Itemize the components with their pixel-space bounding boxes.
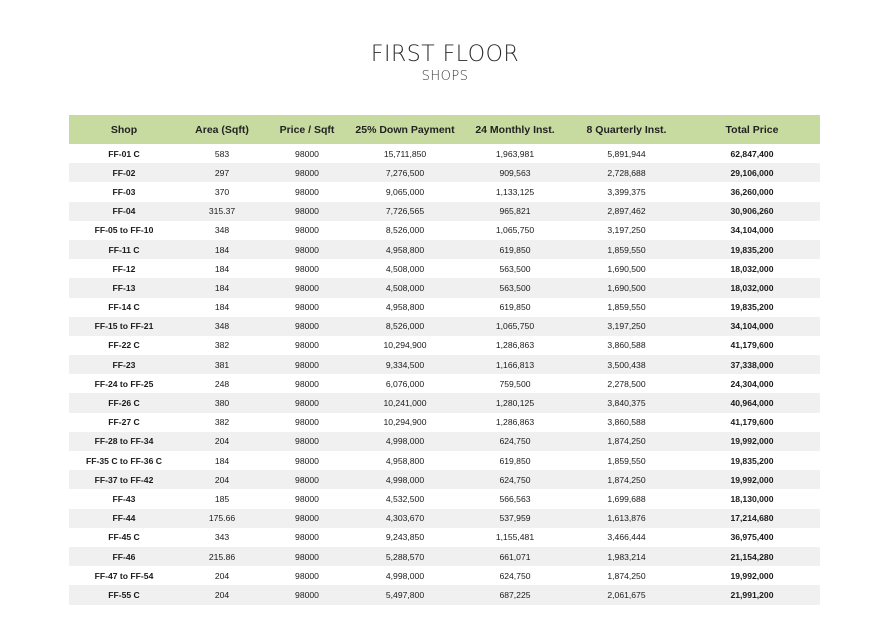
area-cell: 184 bbox=[214, 455, 230, 466]
quarterly-inst-cell: 3,500,438 bbox=[607, 359, 646, 370]
quarterly-inst-cell: 3,840,375 bbox=[607, 398, 646, 409]
monthly-inst-cell: 537,959 bbox=[499, 513, 531, 524]
total-price-cell: 34,104,000 bbox=[730, 321, 774, 332]
table-row bbox=[69, 489, 820, 508]
shop-cell: FF-05 to FF-10 bbox=[94, 225, 154, 236]
down-payment-cell: 9,243,850 bbox=[385, 532, 425, 543]
total-price-cell: 36,975,400 bbox=[730, 532, 774, 543]
quarterly-inst-cell: 1,690,500 bbox=[607, 282, 646, 293]
table-row bbox=[69, 278, 820, 297]
area-cell: 184 bbox=[214, 263, 230, 274]
price-per-sqft-cell: 98000 bbox=[295, 474, 319, 485]
total-price-cell: 19,992,000 bbox=[730, 436, 774, 447]
price-per-sqft-cell: 98000 bbox=[295, 148, 319, 159]
shop-cell: FF-28 to FF-34 bbox=[94, 436, 154, 447]
quarterly-inst-cell: 1,859,550 bbox=[607, 302, 646, 313]
page-title: FIRST FLOOR bbox=[370, 42, 520, 67]
total-price-cell: 41,179,600 bbox=[730, 417, 774, 428]
area-cell: 175.66 bbox=[208, 513, 236, 524]
monthly-inst-cell: 619,850 bbox=[499, 455, 531, 466]
monthly-inst-cell: 1,133,125 bbox=[495, 186, 535, 197]
total-price-cell: 18,032,000 bbox=[730, 282, 774, 293]
table-row bbox=[69, 144, 820, 163]
shop-cell: FF-12 bbox=[112, 263, 136, 274]
page-subtitle: SHOPS bbox=[421, 69, 469, 84]
area-cell: 348 bbox=[214, 225, 230, 236]
monthly-inst-cell: 1,065,750 bbox=[495, 225, 535, 236]
total-price-cell: 18,130,000 bbox=[730, 493, 774, 504]
shop-cell: FF-01 C bbox=[108, 148, 140, 159]
shop-cell: FF-44 bbox=[112, 513, 136, 524]
monthly-inst-cell: 624,750 bbox=[499, 436, 531, 447]
total-price-cell: 19,992,000 bbox=[730, 570, 774, 581]
monthly-inst-cell: 1,963,981 bbox=[495, 148, 535, 159]
down-payment-cell: 10,294,900 bbox=[383, 340, 427, 351]
total-price-cell: 40,964,000 bbox=[730, 398, 774, 409]
price-per-sqft-cell: 98000 bbox=[295, 359, 319, 370]
monthly-inst-cell: 687,225 bbox=[499, 589, 531, 600]
price-per-sqft-cell: 98000 bbox=[295, 589, 319, 600]
shop-cell: FF-27 C bbox=[108, 417, 140, 428]
quarterly-inst-cell: 1,874,250 bbox=[607, 474, 646, 485]
quarterly-inst-cell: 1,874,250 bbox=[607, 570, 646, 581]
area-cell: 343 bbox=[214, 532, 230, 543]
total-price-cell: 30,906,260 bbox=[730, 206, 774, 217]
table-row bbox=[69, 585, 820, 604]
monthly-inst-cell: 909,563 bbox=[499, 167, 531, 178]
column-header-monthly-inst: 24 Monthly Inst. bbox=[475, 123, 555, 136]
down-payment-cell: 4,958,800 bbox=[385, 455, 425, 466]
monthly-inst-cell: 624,750 bbox=[499, 474, 531, 485]
table-row bbox=[69, 413, 820, 432]
area-cell: 204 bbox=[214, 570, 230, 581]
table-row bbox=[69, 566, 820, 585]
table-row bbox=[69, 240, 820, 259]
price-per-sqft-cell: 98000 bbox=[295, 206, 319, 217]
shop-cell: FF-13 bbox=[112, 282, 136, 293]
down-payment-cell: 15,711,850 bbox=[383, 148, 427, 159]
column-header-price-per-sqft: Price / Sqft bbox=[279, 123, 335, 136]
price-per-sqft-cell: 98000 bbox=[295, 302, 319, 313]
total-price-cell: 41,179,600 bbox=[730, 340, 774, 351]
price-per-sqft-cell: 98000 bbox=[295, 225, 319, 236]
price-per-sqft-cell: 98000 bbox=[295, 551, 319, 562]
table-row bbox=[69, 451, 820, 470]
area-cell: 204 bbox=[214, 589, 230, 600]
price-per-sqft-cell: 98000 bbox=[295, 378, 319, 389]
shop-cell: FF-14 C bbox=[108, 302, 140, 313]
down-payment-cell: 8,526,000 bbox=[385, 321, 425, 332]
price-per-sqft-cell: 98000 bbox=[295, 167, 319, 178]
total-price-cell: 19,992,000 bbox=[730, 474, 774, 485]
down-payment-cell: 7,726,565 bbox=[385, 206, 425, 217]
down-payment-cell: 9,065,000 bbox=[385, 186, 425, 197]
shop-cell: FF-11 C bbox=[108, 244, 140, 255]
quarterly-inst-cell: 3,860,588 bbox=[607, 417, 646, 428]
table-row bbox=[69, 547, 820, 566]
price-per-sqft-cell: 98000 bbox=[295, 570, 319, 581]
area-cell: 348 bbox=[214, 321, 230, 332]
shop-cell: FF-26 C bbox=[108, 398, 140, 409]
shop-cell: FF-03 bbox=[112, 186, 136, 197]
area-cell: 380 bbox=[214, 398, 230, 409]
shop-cell: FF-15 to FF-21 bbox=[94, 321, 154, 332]
quarterly-inst-cell: 2,728,688 bbox=[607, 167, 646, 178]
down-payment-cell: 4,958,800 bbox=[385, 302, 425, 313]
total-price-cell: 62,847,400 bbox=[730, 148, 774, 159]
quarterly-inst-cell: 3,197,250 bbox=[607, 321, 646, 332]
table-body bbox=[69, 144, 820, 605]
price-per-sqft-cell: 98000 bbox=[295, 532, 319, 543]
shop-cell: FF-04 bbox=[112, 206, 136, 217]
total-price-cell: 19,835,200 bbox=[730, 302, 774, 313]
total-price-cell: 24,304,000 bbox=[730, 378, 774, 389]
table-row bbox=[69, 432, 820, 451]
monthly-inst-cell: 619,850 bbox=[499, 302, 531, 313]
shop-cell: FF-45 C bbox=[108, 532, 140, 543]
total-price-cell: 21,154,280 bbox=[730, 551, 774, 562]
shop-cell: FF-35 C to FF-36 C bbox=[86, 455, 162, 466]
shop-cell: FF-24 to FF-25 bbox=[94, 378, 154, 389]
quarterly-inst-cell: 1,859,550 bbox=[607, 455, 646, 466]
column-header-shop: Shop bbox=[110, 123, 138, 136]
area-cell: 184 bbox=[214, 302, 230, 313]
monthly-inst-cell: 1,286,863 bbox=[495, 417, 535, 428]
quarterly-inst-cell: 1,699,688 bbox=[607, 493, 646, 504]
monthly-inst-cell: 624,750 bbox=[499, 570, 531, 581]
price-per-sqft-cell: 98000 bbox=[295, 417, 319, 428]
table-row bbox=[69, 202, 820, 221]
quarterly-inst-cell: 1,859,550 bbox=[607, 244, 646, 255]
table-row bbox=[69, 221, 820, 240]
column-header-down-payment: 25% Down Payment bbox=[355, 123, 455, 136]
price-per-sqft-cell: 98000 bbox=[295, 244, 319, 255]
down-payment-cell: 5,288,570 bbox=[385, 551, 425, 562]
down-payment-cell: 8,526,000 bbox=[385, 225, 425, 236]
down-payment-cell: 10,294,900 bbox=[383, 417, 427, 428]
area-cell: 382 bbox=[214, 340, 230, 351]
price-per-sqft-cell: 98000 bbox=[295, 282, 319, 293]
area-cell: 184 bbox=[214, 244, 230, 255]
quarterly-inst-cell: 3,399,375 bbox=[607, 186, 646, 197]
area-cell: 583 bbox=[214, 148, 230, 159]
total-price-cell: 34,104,000 bbox=[730, 225, 774, 236]
area-cell: 204 bbox=[214, 436, 230, 447]
price-table bbox=[69, 115, 820, 605]
total-price-cell: 19,835,200 bbox=[730, 244, 774, 255]
area-cell: 184 bbox=[214, 282, 230, 293]
area-cell: 204 bbox=[214, 474, 230, 485]
down-payment-cell: 4,998,000 bbox=[385, 570, 425, 581]
down-payment-cell: 4,532,500 bbox=[385, 493, 425, 504]
quarterly-inst-cell: 1,690,500 bbox=[607, 263, 646, 274]
monthly-inst-cell: 759,500 bbox=[499, 378, 531, 389]
table-row bbox=[69, 509, 820, 528]
price-per-sqft-cell: 98000 bbox=[295, 186, 319, 197]
area-cell: 381 bbox=[214, 359, 230, 370]
shop-cell: FF-22 C bbox=[108, 340, 140, 351]
down-payment-cell: 4,998,000 bbox=[385, 474, 425, 485]
monthly-inst-cell: 563,500 bbox=[499, 263, 531, 274]
monthly-inst-cell: 965,821 bbox=[499, 206, 531, 217]
quarterly-inst-cell: 3,860,588 bbox=[607, 340, 646, 351]
quarterly-inst-cell: 2,061,675 bbox=[607, 589, 646, 600]
price-per-sqft-cell: 98000 bbox=[295, 493, 319, 504]
monthly-inst-cell: 563,500 bbox=[499, 282, 531, 293]
table-row bbox=[69, 298, 820, 317]
shop-cell: FF-23 bbox=[112, 359, 136, 370]
total-price-cell: 29,106,000 bbox=[730, 167, 774, 178]
table-row bbox=[69, 528, 820, 547]
quarterly-inst-cell: 5,891,944 bbox=[607, 148, 646, 159]
shop-cell: FF-46 bbox=[112, 551, 136, 562]
price-per-sqft-cell: 98000 bbox=[295, 455, 319, 466]
area-cell: 215.86 bbox=[208, 551, 236, 562]
total-price-cell: 21,991,200 bbox=[730, 589, 774, 600]
monthly-inst-cell: 661,071 bbox=[499, 551, 531, 562]
table-row bbox=[69, 355, 820, 374]
monthly-inst-cell: 1,286,863 bbox=[495, 340, 535, 351]
area-cell: 297 bbox=[214, 167, 230, 178]
total-price-cell: 36,260,000 bbox=[730, 186, 774, 197]
quarterly-inst-cell: 2,278,500 bbox=[607, 378, 646, 389]
price-per-sqft-cell: 98000 bbox=[295, 321, 319, 332]
total-price-cell: 37,338,000 bbox=[730, 359, 774, 370]
down-payment-cell: 10,241,000 bbox=[383, 398, 427, 409]
area-cell: 315.37 bbox=[208, 206, 236, 217]
quarterly-inst-cell: 2,897,462 bbox=[607, 206, 646, 217]
price-per-sqft-cell: 98000 bbox=[295, 436, 319, 447]
down-payment-cell: 5,497,800 bbox=[385, 589, 425, 600]
down-payment-cell: 4,303,670 bbox=[385, 513, 425, 524]
table-row bbox=[69, 163, 820, 182]
price-per-sqft-cell: 98000 bbox=[295, 263, 319, 274]
table-row bbox=[69, 374, 820, 393]
quarterly-inst-cell: 3,466,444 bbox=[607, 532, 646, 543]
quarterly-inst-cell: 1,874,250 bbox=[607, 436, 646, 447]
monthly-inst-cell: 619,850 bbox=[499, 244, 531, 255]
column-header-quarterly-inst: 8 Quarterly Inst. bbox=[586, 123, 667, 136]
shop-cell: FF-47 to FF-54 bbox=[94, 570, 154, 581]
table-row bbox=[69, 317, 820, 336]
monthly-inst-cell: 1,065,750 bbox=[495, 321, 535, 332]
table-header-row bbox=[69, 115, 820, 144]
monthly-inst-cell: 1,155,481 bbox=[495, 532, 535, 543]
area-cell: 248 bbox=[214, 378, 230, 389]
total-price-cell: 17,214,680 bbox=[730, 513, 774, 524]
column-header-total-price: Total Price bbox=[725, 123, 779, 136]
quarterly-inst-cell: 3,197,250 bbox=[607, 225, 646, 236]
table-row bbox=[69, 182, 820, 201]
table-row bbox=[69, 393, 820, 412]
monthly-inst-cell: 1,280,125 bbox=[495, 398, 535, 409]
quarterly-inst-cell: 1,613,876 bbox=[607, 513, 646, 524]
monthly-inst-cell: 1,166,813 bbox=[495, 359, 535, 370]
column-header-area: Area (Sqft) bbox=[195, 123, 249, 136]
monthly-inst-cell: 566,563 bbox=[499, 493, 531, 504]
shop-cell: FF-37 to FF-42 bbox=[94, 474, 154, 485]
shop-cell: FF-02 bbox=[112, 167, 136, 178]
price-per-sqft-cell: 98000 bbox=[295, 398, 319, 409]
quarterly-inst-cell: 1,983,214 bbox=[607, 551, 646, 562]
table-row bbox=[69, 259, 820, 278]
shop-cell: FF-43 bbox=[112, 493, 136, 504]
total-price-cell: 19,835,200 bbox=[730, 455, 774, 466]
area-cell: 185 bbox=[214, 493, 230, 504]
down-payment-cell: 9,334,500 bbox=[385, 359, 425, 370]
shop-cell: FF-55 C bbox=[108, 589, 140, 600]
down-payment-cell: 4,508,000 bbox=[385, 263, 425, 274]
down-payment-cell: 4,508,000 bbox=[385, 282, 425, 293]
price-per-sqft-cell: 98000 bbox=[295, 513, 319, 524]
down-payment-cell: 4,958,800 bbox=[385, 244, 425, 255]
area-cell: 382 bbox=[214, 417, 230, 428]
down-payment-cell: 4,998,000 bbox=[385, 436, 425, 447]
table-row bbox=[69, 336, 820, 355]
area-cell: 370 bbox=[214, 186, 230, 197]
price-per-sqft-cell: 98000 bbox=[295, 340, 319, 351]
total-price-cell: 18,032,000 bbox=[730, 263, 774, 274]
down-payment-cell: 6,076,000 bbox=[385, 378, 425, 389]
down-payment-cell: 7,276,500 bbox=[385, 167, 425, 178]
table-row bbox=[69, 470, 820, 489]
